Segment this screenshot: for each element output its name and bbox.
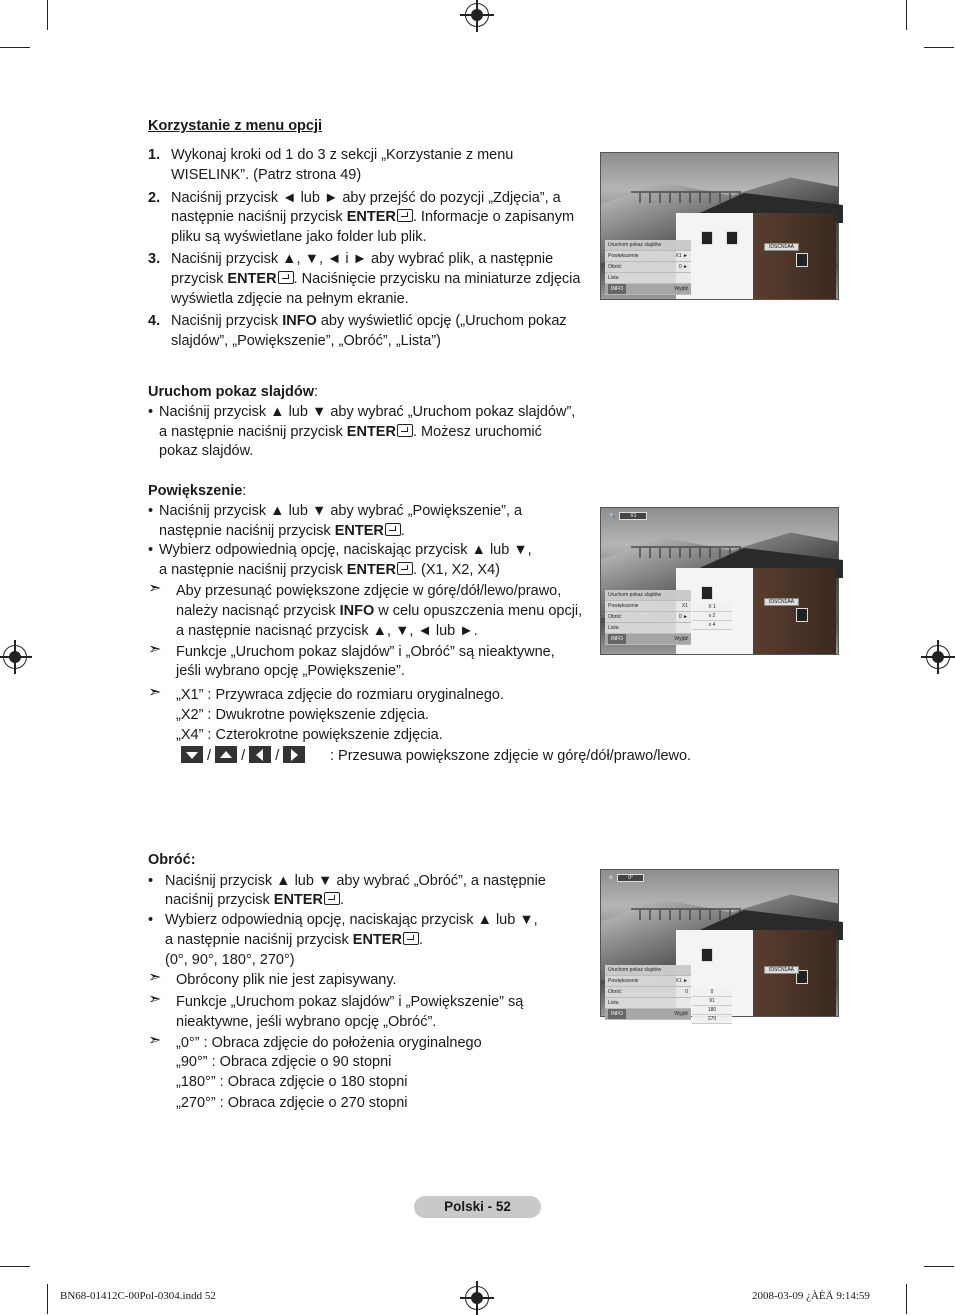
text: Naciśnij przycisk ▲ lub ▼ aby wybrać „Obróć”, a następnie	[165, 873, 546, 889]
rotate-value: 0°	[617, 874, 644, 882]
text: aby wyświetlić opcję („Uruchom pokaz	[316, 313, 567, 329]
registration-mark-icon	[465, 1286, 489, 1310]
text: w celu opuszczenia menu opcji,	[374, 603, 583, 619]
info-key[interactable]: INFO	[608, 284, 626, 294]
step-number: 1.	[148, 147, 161, 163]
rotate-option[interactable]: 270	[692, 1015, 732, 1024]
step-4	[148, 311, 567, 331]
rotate-note: „0°” : Obraca zdjęcie do położenia oryginalnego	[176, 1035, 482, 1051]
menu-label: Lista	[608, 625, 619, 631]
slideshow-text	[159, 422, 542, 442]
zoom-indicator	[609, 512, 647, 520]
text: przycisk	[171, 271, 228, 287]
zoom-value: X1	[619, 512, 647, 520]
text: . Naciśnięcie przycisku na miniaturze zdjęcia	[293, 271, 581, 287]
enter-icon	[397, 209, 413, 222]
menu-title-text: Uruchom pokaz slajdów	[608, 967, 662, 973]
rotate-heading: Obróć:	[148, 852, 196, 868]
text: . Informacje o zapisanym	[412, 209, 575, 225]
rotate-note: Obrócony plik nie jest zapisywany.	[176, 972, 397, 988]
note-arrow-icon: ➣	[148, 969, 162, 986]
photo-window	[726, 231, 738, 245]
text: a następnie naciśnij przycisk	[159, 562, 347, 578]
print-file-info: BN68-01412C-00Pol-0304.indd 52	[60, 1290, 216, 1302]
photo-label: IDSCN1AA	[764, 598, 799, 606]
crop-mark	[47, 0, 48, 30]
zoom-nav-text: : Przesuwa powiększone zdjęcie w górę/dół/prawo/lewo.	[330, 748, 692, 764]
registration-mark-icon	[465, 3, 489, 27]
heading-text: Uruchom pokaz slajdów	[148, 384, 314, 400]
note-arrow-icon: ➣	[148, 641, 162, 658]
rotate-text: (0°, 90°, 180°, 270°)	[165, 952, 295, 968]
zoom-note	[176, 601, 582, 621]
menu-footer	[605, 1009, 691, 1020]
enter-key-label: ENTER	[334, 523, 384, 539]
menu-label: Powiększenie	[608, 603, 639, 609]
zoom-bullet	[148, 501, 523, 521]
tv-screenshot-zoom	[600, 507, 839, 655]
colon: :	[313, 384, 319, 400]
zoom-note: a następnie nacisnąć przycisk ▲, ▼, ◄ lub ►.	[176, 623, 478, 639]
zoom-note: jeśli wybrano opcję „Powiększenie”.	[176, 663, 405, 679]
menu-title-text: Uruchom pokaz slajdów	[608, 242, 662, 248]
text: .	[400, 523, 405, 539]
bullet: •	[148, 873, 154, 889]
zoom-option[interactable]: x 2	[692, 612, 732, 621]
step-text	[171, 269, 580, 289]
enter-key-label: ENTER	[227, 271, 277, 287]
crop-mark	[47, 1284, 48, 1314]
separator: /	[207, 748, 212, 764]
enter-key-label: ENTER	[352, 932, 402, 948]
menu-item-zoom[interactable]	[605, 601, 691, 612]
info-key-label: INFO	[282, 313, 317, 329]
menu-label: Powiększenie	[608, 978, 639, 984]
step-1	[148, 145, 514, 165]
menu-item-list[interactable]	[605, 623, 691, 634]
bullet: •	[148, 404, 154, 420]
rotate-icon: ⟳	[609, 875, 614, 881]
right-arrow-icon	[283, 746, 305, 763]
rotate-note: „270°” : Obraca zdjęcie o 270 stopni	[176, 1095, 408, 1111]
note-arrow-icon: ➣	[148, 1032, 162, 1049]
text: Naciśnij przycisk ▲ lub ▼ aby wybrać „Powiększenie”, a	[159, 503, 523, 519]
slideshow-text: pokaz slajdów.	[159, 443, 254, 459]
rotate-bullet	[148, 871, 546, 891]
zoom-heading	[148, 481, 246, 501]
step-2	[148, 188, 561, 208]
step-number: 3.	[148, 251, 161, 267]
enter-icon	[324, 892, 340, 905]
photo-bridge	[631, 908, 741, 920]
page-number-badge: Polski - 52	[414, 1196, 541, 1218]
menu-title[interactable]	[605, 965, 691, 976]
zoom-bullet	[148, 540, 532, 560]
menu-label: Lista	[608, 275, 619, 281]
menu-item-list[interactable]	[605, 273, 691, 284]
photo-window	[701, 586, 713, 600]
enter-key-label: ENTER	[346, 424, 396, 440]
info-key[interactable]: INFO	[608, 1009, 626, 1019]
info-key-label: INFO	[339, 603, 375, 619]
up-arrow-icon	[215, 746, 237, 763]
options-menu	[605, 590, 691, 645]
rotate-indicator	[609, 874, 644, 882]
enter-icon	[403, 932, 419, 945]
menu-title[interactable]	[605, 240, 691, 251]
magnifier-icon: 🔍	[609, 513, 616, 519]
step-text: Wykonaj kroki od 1 do 3 z sekcji „Korzystanie z menu	[171, 147, 514, 163]
enter-key-label: ENTER	[346, 562, 396, 578]
menu-value: 0 ►	[678, 264, 688, 270]
rotate-note: „180°” : Obraca zdjęcie o 180 stopni	[176, 1074, 408, 1090]
slideshow-bullet	[148, 402, 576, 422]
text: . (X1, X2, X4)	[412, 562, 500, 578]
rotate-text	[165, 930, 423, 950]
step-3	[148, 249, 554, 269]
zoom-nav-row	[181, 746, 305, 766]
rotate-bullet	[148, 910, 538, 930]
registration-mark-icon	[3, 645, 27, 669]
zoom-text	[159, 560, 500, 580]
menu-item-rotate[interactable]	[605, 612, 691, 623]
photo-label: IDSCN1AA	[764, 966, 799, 974]
photo-label: IDSCN1AA	[764, 243, 799, 251]
zoom-text	[159, 521, 405, 541]
tv-screenshot-options-menu	[600, 152, 839, 300]
rotate-note: „90°” : Obraca zdjęcie o 90 stopni	[176, 1054, 392, 1070]
menu-value: 0 ►	[678, 614, 688, 620]
photo-bridge	[631, 546, 741, 558]
bullet: •	[148, 912, 154, 928]
zoom-note: Funkcje „Uruchom pokaz slajdów” i „Obróć” są nieaktywne,	[176, 644, 555, 660]
slideshow-heading	[148, 382, 318, 402]
note-arrow-icon: ➣	[148, 684, 162, 701]
enter-icon	[397, 424, 413, 437]
photo-window	[796, 253, 808, 267]
zoom-note: „X1” : Przywraca zdjęcie do rozmiaru oryginalnego.	[176, 687, 504, 703]
step-text: wyświetla zdjęcie na pełnym ekranie.	[171, 291, 409, 307]
text: Wybierz odpowiednią opcję, naciskając przycisk ▲ lub ▼,	[159, 542, 532, 558]
rotate-submenu	[692, 988, 732, 1024]
heading-text: Powiększenie	[148, 483, 243, 499]
step-text	[171, 207, 574, 227]
menu-title[interactable]	[605, 590, 691, 601]
menu-value: X1	[681, 603, 688, 609]
step-number: 4.	[148, 313, 161, 329]
bullet: •	[148, 503, 154, 519]
text: naciśnij przycisk	[165, 892, 274, 908]
separator: /	[241, 748, 246, 764]
exit-label: Wyjdź	[674, 1011, 688, 1017]
enter-icon	[385, 523, 401, 536]
left-arrow-icon	[249, 746, 271, 763]
text: .	[339, 892, 344, 908]
crop-mark	[0, 47, 30, 48]
menu-item-list[interactable]	[605, 998, 691, 1009]
text: a następnie naciśnij przycisk	[159, 424, 347, 440]
separator: /	[275, 748, 280, 764]
step-text: Naciśnij przycisk ◄ lub ► aby przejść do pozycji „Zdjęcia”, a	[171, 190, 561, 206]
crop-mark	[924, 1266, 954, 1267]
step-text: pliku są wyświetlane jako folder lub plik.	[171, 229, 427, 245]
rotate-note: Funkcje „Uruchom pokaz slajdów” i „Powiększenie” są	[176, 994, 524, 1010]
enter-icon	[397, 562, 413, 575]
step-text: WISELINK”. (Patrz strona 49)	[171, 167, 362, 183]
step-text: slajdów”, „Powiększenie”, „Obróć”, „Lista”)	[171, 333, 441, 349]
rotate-option[interactable]: 180	[692, 1006, 732, 1015]
zoom-option[interactable]: X 1	[692, 603, 732, 612]
crop-mark	[906, 1284, 907, 1314]
rotate-option[interactable]: 0	[692, 988, 732, 997]
exit-label: Wyjdź	[674, 636, 688, 642]
menu-item-rotate[interactable]	[605, 262, 691, 273]
step-text: Naciśnij przycisk ▲, ▼, ◄ i ► aby wybrać plik, a następnie	[171, 251, 554, 267]
exit-label: Wyjdź	[674, 286, 688, 292]
zoom-note: „X4” : Czterokrotne powiększenie zdjęcia.	[176, 727, 443, 743]
photo-window	[701, 231, 713, 245]
menu-label: Powiększenie	[608, 253, 639, 259]
print-timestamp: 2008-03-09 ¿ÀÈÄ 9:14:59	[752, 1290, 870, 1302]
photo-window	[796, 608, 808, 622]
menu-label: Obróć	[608, 989, 622, 995]
photo-bridge	[631, 191, 741, 203]
photo-window	[701, 948, 713, 962]
menu-footer	[605, 284, 691, 295]
zoom-option[interactable]: x 4	[692, 621, 732, 630]
step-text	[171, 311, 567, 331]
menu-item-rotate[interactable]	[605, 987, 691, 998]
rotate-note: nieaktywne, jeśli wybrano opcję „Obróć”.	[176, 1014, 437, 1030]
menu-title-text: Uruchom pokaz slajdów	[608, 592, 662, 598]
menu-label: Obróć	[608, 614, 622, 620]
text: .	[418, 932, 423, 948]
crop-mark	[924, 47, 954, 48]
colon: :	[242, 483, 247, 499]
menu-value: X1 ►	[675, 978, 688, 984]
menu-label: Lista	[608, 1000, 619, 1006]
zoom-note: „X2” : Dwukrotne powiększenie zdjęcia.	[176, 707, 430, 723]
text: Wybierz odpowiednią opcję, naciskając przycisk ▲ lub ▼,	[165, 912, 538, 928]
text: Naciśnij przycisk	[171, 313, 283, 329]
text: następnie naciśnij przycisk	[171, 209, 347, 225]
enter-icon	[278, 271, 294, 284]
text: a następnie naciśnij przycisk	[165, 932, 353, 948]
down-arrow-icon	[181, 746, 203, 763]
zoom-submenu	[692, 603, 732, 630]
menu-value: X1 ►	[675, 253, 688, 259]
text: następnie naciśnij przycisk	[159, 523, 335, 539]
rotate-option[interactable]: 91	[692, 997, 732, 1006]
photo-house	[676, 213, 836, 299]
options-menu	[605, 965, 691, 1020]
tv-screenshot-rotate	[600, 869, 839, 1022]
step-number: 2.	[148, 190, 161, 206]
text: Naciśnij przycisk ▲ lub ▼ aby wybrać „Uruchom pokaz slajdów”,	[159, 404, 576, 420]
registration-mark-icon	[926, 645, 950, 669]
crop-mark	[906, 0, 907, 30]
info-key[interactable]: INFO	[608, 634, 626, 644]
zoom-note: Aby przesunąć powiększone zdjęcie w górę/dół/lewo/prawo,	[176, 583, 562, 599]
text: należy nacisnąć przycisk	[176, 603, 340, 619]
note-arrow-icon: ➣	[148, 580, 162, 597]
menu-item-zoom[interactable]	[605, 976, 691, 987]
crop-mark	[0, 1266, 30, 1267]
rotate-text	[165, 890, 344, 910]
menu-item-zoom[interactable]	[605, 251, 691, 262]
menu-value: 0	[685, 989, 688, 995]
note-arrow-icon: ➣	[148, 991, 162, 1008]
section-title: Korzystanie z menu opcji	[148, 118, 323, 134]
text: . Możesz uruchomić	[412, 424, 542, 440]
options-menu	[605, 240, 691, 295]
bullet: •	[148, 542, 154, 558]
menu-footer	[605, 634, 691, 645]
enter-key-label: ENTER	[273, 892, 323, 908]
enter-key-label: ENTER	[346, 209, 396, 225]
menu-label: Obróć	[608, 264, 622, 270]
